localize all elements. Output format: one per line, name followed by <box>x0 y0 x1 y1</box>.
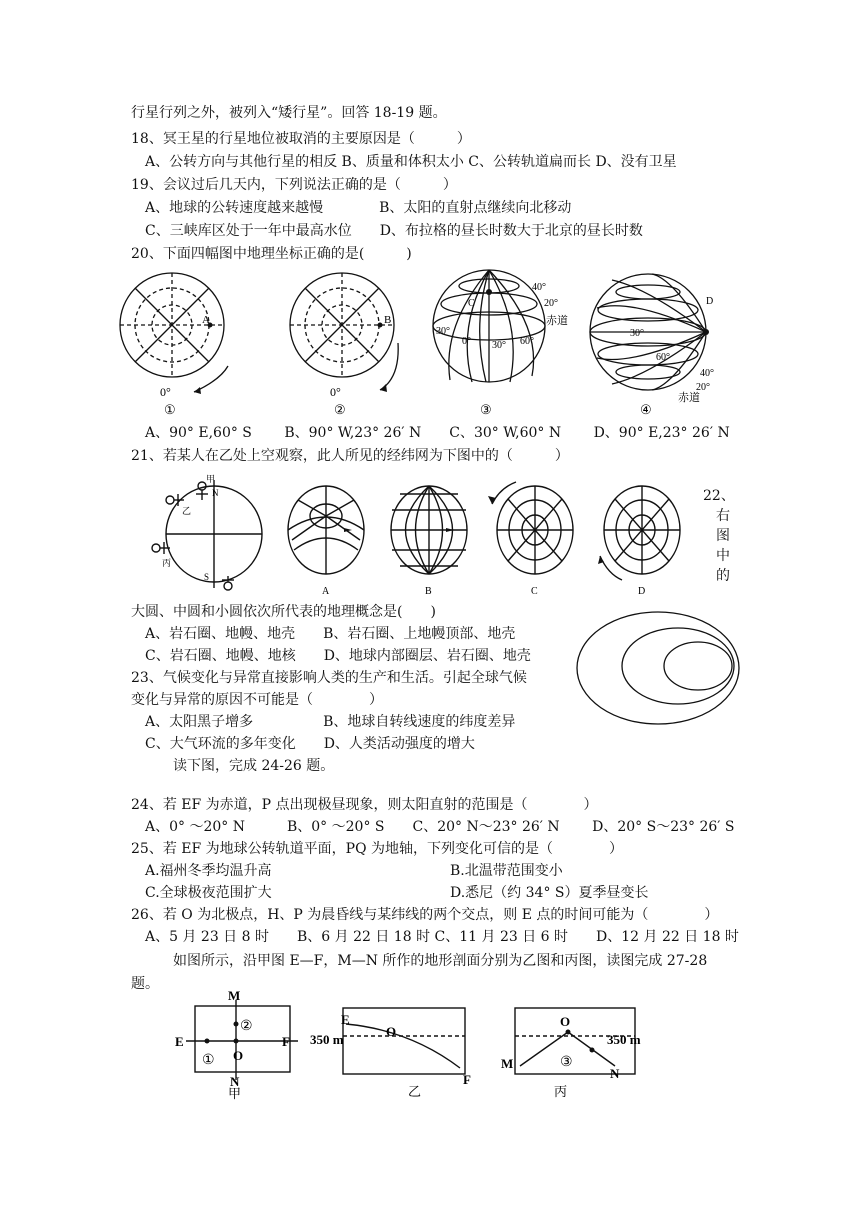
fig20-label-1: ① <box>164 402 176 417</box>
question-23-options-cd: C、大气环流的多年变化 D、人类活动强度的增大 <box>131 736 475 752</box>
question-19: 19、会议过后几天内，下列说法正确的是（ ） <box>131 177 457 193</box>
question-25-option-a: A.福州冬季均温升高 <box>131 863 272 879</box>
fig20-label-3: ③ <box>480 402 492 417</box>
bing-n: N <box>610 1066 620 1081</box>
jia-circle1: ① <box>202 1053 215 1068</box>
g4-lat40: 40° <box>700 368 714 379</box>
g4-lat60: 60° <box>656 352 670 363</box>
point-b-label: B <box>384 314 392 326</box>
q27-profiles-figure <box>170 988 670 1100</box>
question-22-options-cd: C、岩石圈、地幔、地核 D、地球内部圈层、岩石圈、地壳 <box>131 648 531 664</box>
g3-lon30: 30° <box>492 340 506 351</box>
jia-f: F <box>282 1034 290 1049</box>
q22-vertical-3: 中 <box>716 548 730 564</box>
question-26: 26、若 O 为北极点，H、P 为晨昏线与某纬线的两个交点，则 E 点的时间可能为（ ） <box>131 907 719 923</box>
question-20: 20、下面四幅图中地理坐标正确的是( ) <box>131 246 412 262</box>
g3-lat30: 30° <box>436 326 450 337</box>
jia-o: O <box>233 1048 244 1063</box>
question-25-option-b: B.北温带范围变小 <box>450 863 563 879</box>
label-n: N <box>212 488 219 498</box>
q22-vertical-1: 右 <box>716 508 730 524</box>
label-s: S <box>204 572 210 582</box>
g3-lat20: 20° <box>544 298 558 309</box>
g3-point-c: C <box>468 298 475 309</box>
bing-circle3: ③ <box>560 1055 573 1070</box>
q21-figures <box>132 470 692 598</box>
question-23-line2: 变化与异常的原因不可能是（ ） <box>131 692 383 708</box>
jia-m: M <box>228 988 241 1003</box>
g4-equator: 赤道 <box>678 392 700 404</box>
bing-name: 丙 <box>554 1084 568 1099</box>
jia-e: E <box>175 1034 184 1049</box>
bing-m: M <box>501 1056 514 1071</box>
yi-e: E <box>341 1012 350 1027</box>
jia-n: N <box>230 1074 240 1089</box>
g4-lat20: 20° <box>696 382 710 393</box>
question-25-option-d: D.悉尼（约 34° S）夏季昼变长 <box>450 885 649 901</box>
bing-o: O <box>560 1014 571 1029</box>
yi-o: O <box>386 1024 397 1039</box>
question-23-options-ab: A、太阳黑子增多 B、地球自转线速度的纬度差异 <box>131 714 516 730</box>
g3-lon60: 60° <box>520 336 534 347</box>
question-19-options-ab: A、地球的公转速度越来越慢 B、太阳的直射点继续向北移动 <box>131 200 572 216</box>
g3-lon0: 0° <box>462 336 471 347</box>
yi-f: F <box>463 1072 471 1087</box>
fig20-label-2: ② <box>334 402 346 417</box>
opt-a-label: A <box>322 586 330 597</box>
question-25-option-c: C.全球极夜范围扩大 <box>131 885 272 901</box>
q22-vertical-4: 的 <box>716 568 730 584</box>
opt-c-label: C <box>531 586 538 597</box>
g4-lat30: 30° <box>630 328 644 339</box>
label-yi: 乙 <box>182 506 192 516</box>
question-21: 21、若某人在乙处上空观察，此人所见的经纬网为下图中的（ ） <box>131 448 569 464</box>
question-23-line1: 23、气候变化与异常直接影响人类的生产和生活。引起全球气候 <box>131 670 527 686</box>
opt-d-label: D <box>638 586 646 597</box>
label-jia: 甲 <box>206 474 216 484</box>
point-a-label: A <box>202 314 210 326</box>
label-bing: 丙 <box>162 558 172 568</box>
bing-height: 350 m <box>607 1032 641 1047</box>
intro-line: 行星行列之外，被列入“矮行星”。回答 18-19 题。 <box>131 105 447 121</box>
g4-point-d: D <box>706 296 714 307</box>
yi-height: 350 m <box>310 1032 344 1047</box>
question-25: 25、若 EF 为地球公转轨道平面，PQ 为地轴，下列变化可信的是（ ） <box>131 841 623 857</box>
jia-circle2: ② <box>240 1019 253 1034</box>
g3-lat40: 40° <box>532 282 546 293</box>
opt-b-label: B <box>425 586 432 597</box>
polar1-zero-label: 0° <box>160 385 171 399</box>
jia-name: 甲 <box>228 1086 242 1100</box>
q20-figures <box>112 268 732 423</box>
question-22-options-ab: A、岩石圈、地幔、地壳 B、岩石圈、上地幔顶部、地壳 <box>131 626 516 642</box>
g3-equator: 赤道 <box>546 315 568 327</box>
question-22: 大圆、中圆和小圆依次所代表的地理概念是( ) <box>131 604 436 620</box>
yi-name: 乙 <box>408 1084 422 1099</box>
question-18-options: A、公转方向与其他行星的相反 B、质量和体积太小 C、公转轨道扁而长 D、没有卫星 <box>131 154 677 170</box>
fig20-label-4: ④ <box>640 402 652 417</box>
question-27-line1: 如图所示，沿甲图 E—F，M—N 所作的地形剖面分别为乙图和丙图，读图完成 27-28 <box>131 953 708 969</box>
question-18: 18、冥王星的行星地位被取消的主要原因是（ ） <box>131 131 471 147</box>
q22-side-label: 22、 <box>703 488 735 504</box>
polar2-zero-label: 0° <box>330 385 341 399</box>
question-24-options: A、0° ～20° N B、0° ～20° S C、20° N～23° 26′ N D、20° S～23° 26′ S <box>131 819 735 835</box>
question-27-line2: 题。 <box>131 976 159 992</box>
question-20-options: A、90° E,60° S B、90° W,23° 26′ N C、30° W,60° N D、90° E,23° 26′ N <box>131 425 730 441</box>
q22-vertical-2: 图 <box>716 528 730 544</box>
read-instruction: 读下图，完成 24-26 题。 <box>131 758 335 774</box>
question-26-options: A、5 月 23 日 8 时 B、6 月 22 日 18 时 C、11 月 23 日 6 时 D、12 月 22 日 18 时 <box>131 929 739 945</box>
q22-circles-figure <box>574 608 744 728</box>
question-19-options-cd: C、三峡库区处于一年中最高水位 D、布拉格的昼长时数大于北京的昼长时数 <box>131 223 643 239</box>
question-24: 24、若 EF 为赤道，P 点出现极昼现象，则太阳直射的范围是（ ） <box>131 797 598 813</box>
